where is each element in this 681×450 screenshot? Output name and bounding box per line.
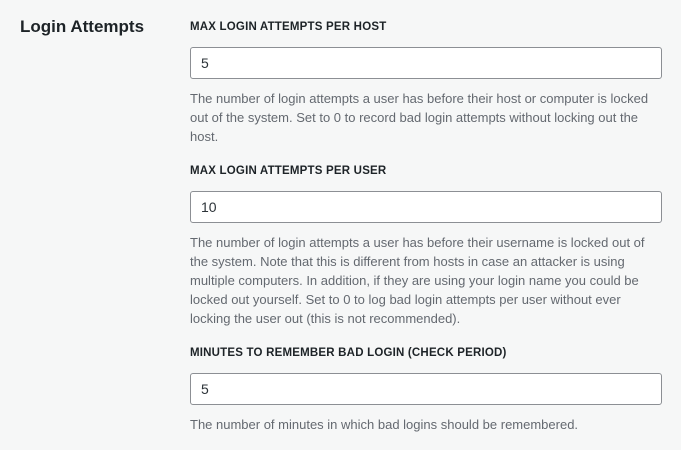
field-max-login-attempts-per-host xyxy=(190,20,662,146)
field-label: MAX LOGIN ATTEMPTS PER HOST xyxy=(190,21,387,33)
max-attempts-per-user-input[interactable] xyxy=(190,191,662,223)
section-title: Login Attempts xyxy=(20,17,145,36)
field-label: MAX LOGIN ATTEMPTS PER USER xyxy=(190,165,387,177)
field-minutes-to-remember-bad-login xyxy=(190,346,662,434)
field-max-login-attempts-per-user xyxy=(190,164,662,328)
field-label: MINUTES TO REMEMBER BAD LOGIN (CHECK PERIOD) xyxy=(190,347,507,359)
field-description: The number of minutes in which bad logins should be remembered. xyxy=(190,417,579,432)
field-description: The number of login attempts a user has before their username is locked out of the system. Note that this is different from hosts in case an attacker is using multiple computers. In addition, if they are using your login name you could be locked out yourself. Set to 0 to log bad login attempts per user without ever locking the user out (this is not recommended). xyxy=(190,235,645,326)
field-description: The number of login attempts a user has before their host or computer is locked out of the system. Set to 0 to record bad login attempts without locking out the host. xyxy=(190,91,649,144)
check-period-minutes-input[interactable] xyxy=(190,373,662,405)
max-attempts-per-host-input[interactable] xyxy=(190,47,662,79)
